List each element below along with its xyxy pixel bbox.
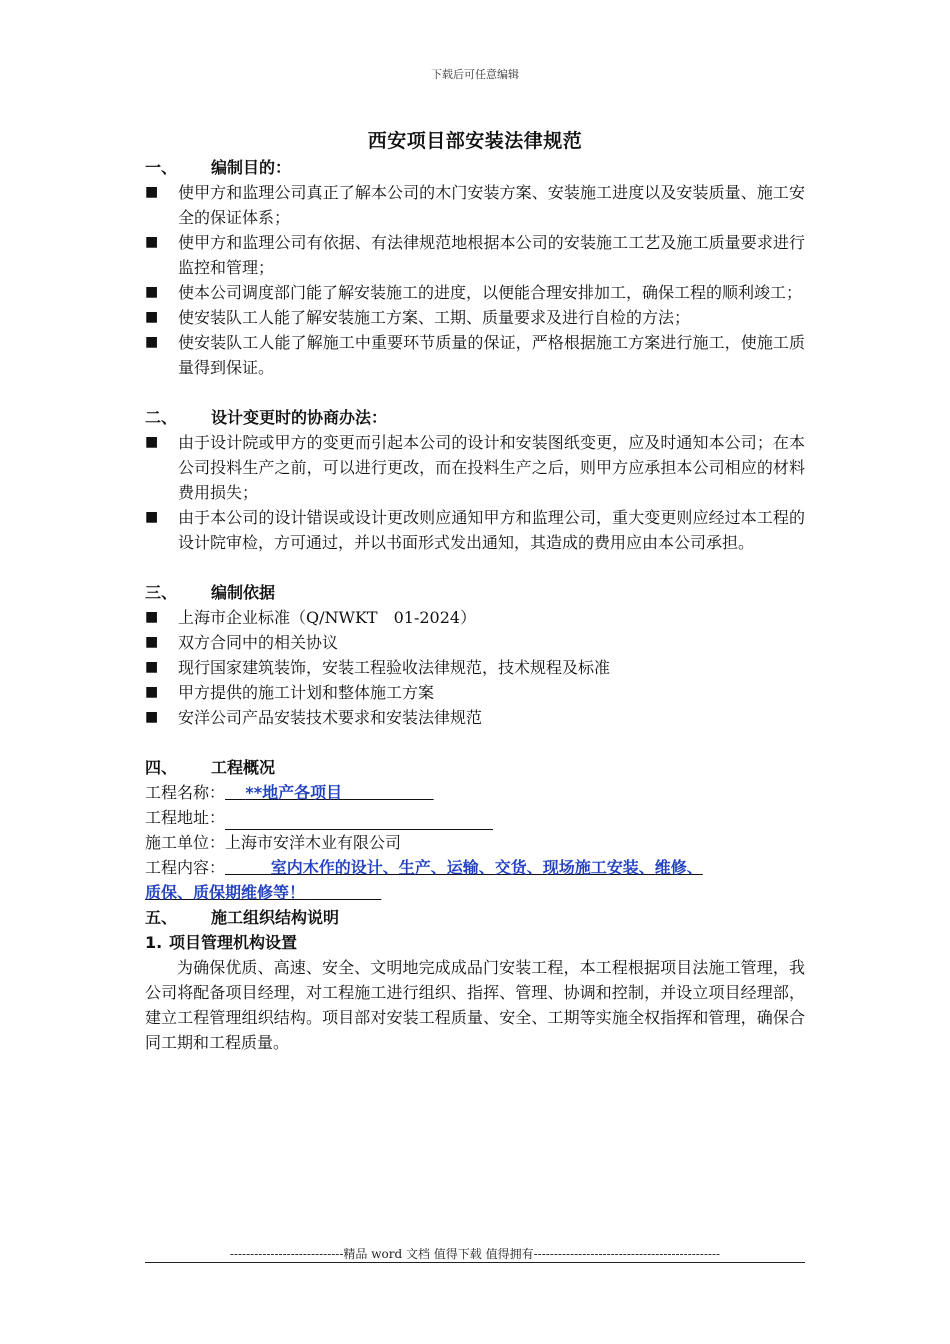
square-bullet-icon: ■ — [145, 184, 159, 200]
contractor-label: 施工单位： — [145, 833, 226, 852]
square-bullet-icon: ■ — [145, 334, 159, 350]
spacer — [145, 380, 805, 405]
footer-divider — [145, 1262, 805, 1263]
square-bullet-icon: ■ — [145, 284, 159, 300]
square-bullet-icon: ■ — [145, 609, 159, 625]
contractor-value: 上海市安洋木业有限公司 — [225, 833, 402, 852]
project-address-label: 工程地址： — [145, 808, 226, 827]
square-bullet-icon: ■ — [145, 509, 159, 525]
section-number: 五、 — [145, 908, 178, 927]
square-bullet-icon: ■ — [145, 659, 159, 675]
section-number: 四、 — [145, 758, 178, 777]
list-item: ■ 使安装队工人能了解施工中重要环节质量的保证，严格根据施工方案进行施工，使施工质量得到保证。 — [145, 330, 805, 380]
project-content-label: 工程内容： — [145, 858, 226, 877]
list-item: ■ 使安装队工人能了解安装施工方案、工期、质量要求及进行自检的方法； — [145, 305, 805, 330]
spacer — [145, 730, 805, 755]
square-bullet-icon: ■ — [145, 434, 159, 450]
list-item: ■ 使本公司调度部门能了解安装施工的进度，以便能合理安排加工，确保工程的顺利竣工； — [145, 280, 805, 305]
page-header: 下载后可任意编辑 — [431, 68, 519, 81]
list-item: ■ 双方合同中的相关协议 — [145, 630, 805, 655]
square-bullet-icon: ■ — [145, 709, 159, 725]
subsection-title: 项目管理机构设置 — [169, 933, 298, 952]
spacer — [145, 555, 805, 580]
list-item: ■ 上海市企业标准（Q/NWKT 01-2024） — [145, 605, 805, 630]
project-address-blank — [225, 810, 493, 830]
subsection-heading — [145, 930, 805, 955]
list-item: ■ 现行国家建筑装饰，安装工程验收法律规范，技术规程及标准 — [145, 655, 805, 680]
project-name-label: 工程名称： — [145, 783, 226, 802]
list-item: ■ 由于本公司的设计错误或设计更改则应通知甲方和监理公司，重大变更则应经过本工程的设计院审检，方可通过，并以书面形式发出通知，其造成的费用应由本公司承担。 — [145, 505, 805, 555]
section-title: 编制依据 — [211, 583, 276, 602]
section-title: 施工组织结构说明 — [211, 908, 340, 927]
subsection-number: 1. — [145, 933, 163, 952]
square-bullet-icon: ■ — [145, 684, 159, 700]
section-number: 二、 — [145, 408, 178, 427]
section-number: 三、 — [145, 583, 178, 602]
list-item: ■ 使甲方和监理公司有依据、有法律规范地根据本公司的安装施工工艺及施工质量要求进行监控和管理； — [145, 230, 805, 280]
contractor-row — [145, 830, 805, 855]
section-title: 编制目的： — [211, 158, 292, 177]
purpose-list — [145, 180, 805, 380]
list-item: ■ 甲方提供的施工计划和整体施工方案 — [145, 680, 805, 705]
list-item: ■ 安洋公司产品安装技术要求和安装法律规范 — [145, 705, 805, 730]
square-bullet-icon: ■ — [145, 234, 159, 250]
project-content-row — [145, 855, 805, 905]
change-list — [145, 430, 805, 555]
project-name-value: **地产各项目 — [245, 783, 343, 802]
document-body — [145, 126, 805, 1055]
list-item: ■ 使甲方和监理公司真正了解本公司的木门安装方案、安装施工进度以及安装质量、施工安全的保证体系； — [145, 180, 805, 230]
project-content-value: 室内木作的设计、生产、运输、交货、现场施工安装、维修、 质保、质保期维修等！ — [145, 858, 703, 902]
section-title: 工程概况 — [211, 758, 276, 777]
section-heading-2 — [145, 405, 805, 430]
basis-list — [145, 605, 805, 730]
section-number: 一、 — [145, 158, 178, 177]
section-title: 设计变更时的协商办法： — [211, 408, 388, 427]
section-heading-1 — [145, 155, 805, 180]
section-heading-4 — [145, 755, 805, 780]
page-footer: ----------------------------精品 word 文档 值得下载 值得拥有---------------------------------------------- — [229, 1247, 721, 1261]
body-paragraph: 为确保优质、高速、安全、文明地完成成品门安装工程，本工程根据项目法施工管理，我公司将配备项目经理，对工程施工进行组织、指挥、管理、协调和控制，并设立项目经理部，建立工程管理组织结构。项目部对安装工程质量、安全、工期等实施全权指挥和管理，确保合同工期和工程质量。 — [145, 958, 805, 1052]
square-bullet-icon: ■ — [145, 634, 159, 650]
project-address-row — [145, 805, 805, 830]
section-heading-5 — [145, 905, 805, 930]
list-item: ■ 由于设计院或甲方的变更而引起本公司的设计和安装图纸变更，应及时通知本公司；在本公司投料生产之前，可以进行更改，而在投料生产之后，则甲方应承担本公司相应的材料费用损失； — [145, 430, 805, 505]
document-title: 西安项目部安装法律规范 — [367, 130, 583, 152]
project-name-row — [145, 780, 805, 805]
square-bullet-icon: ■ — [145, 309, 159, 325]
section-heading-3 — [145, 580, 805, 605]
